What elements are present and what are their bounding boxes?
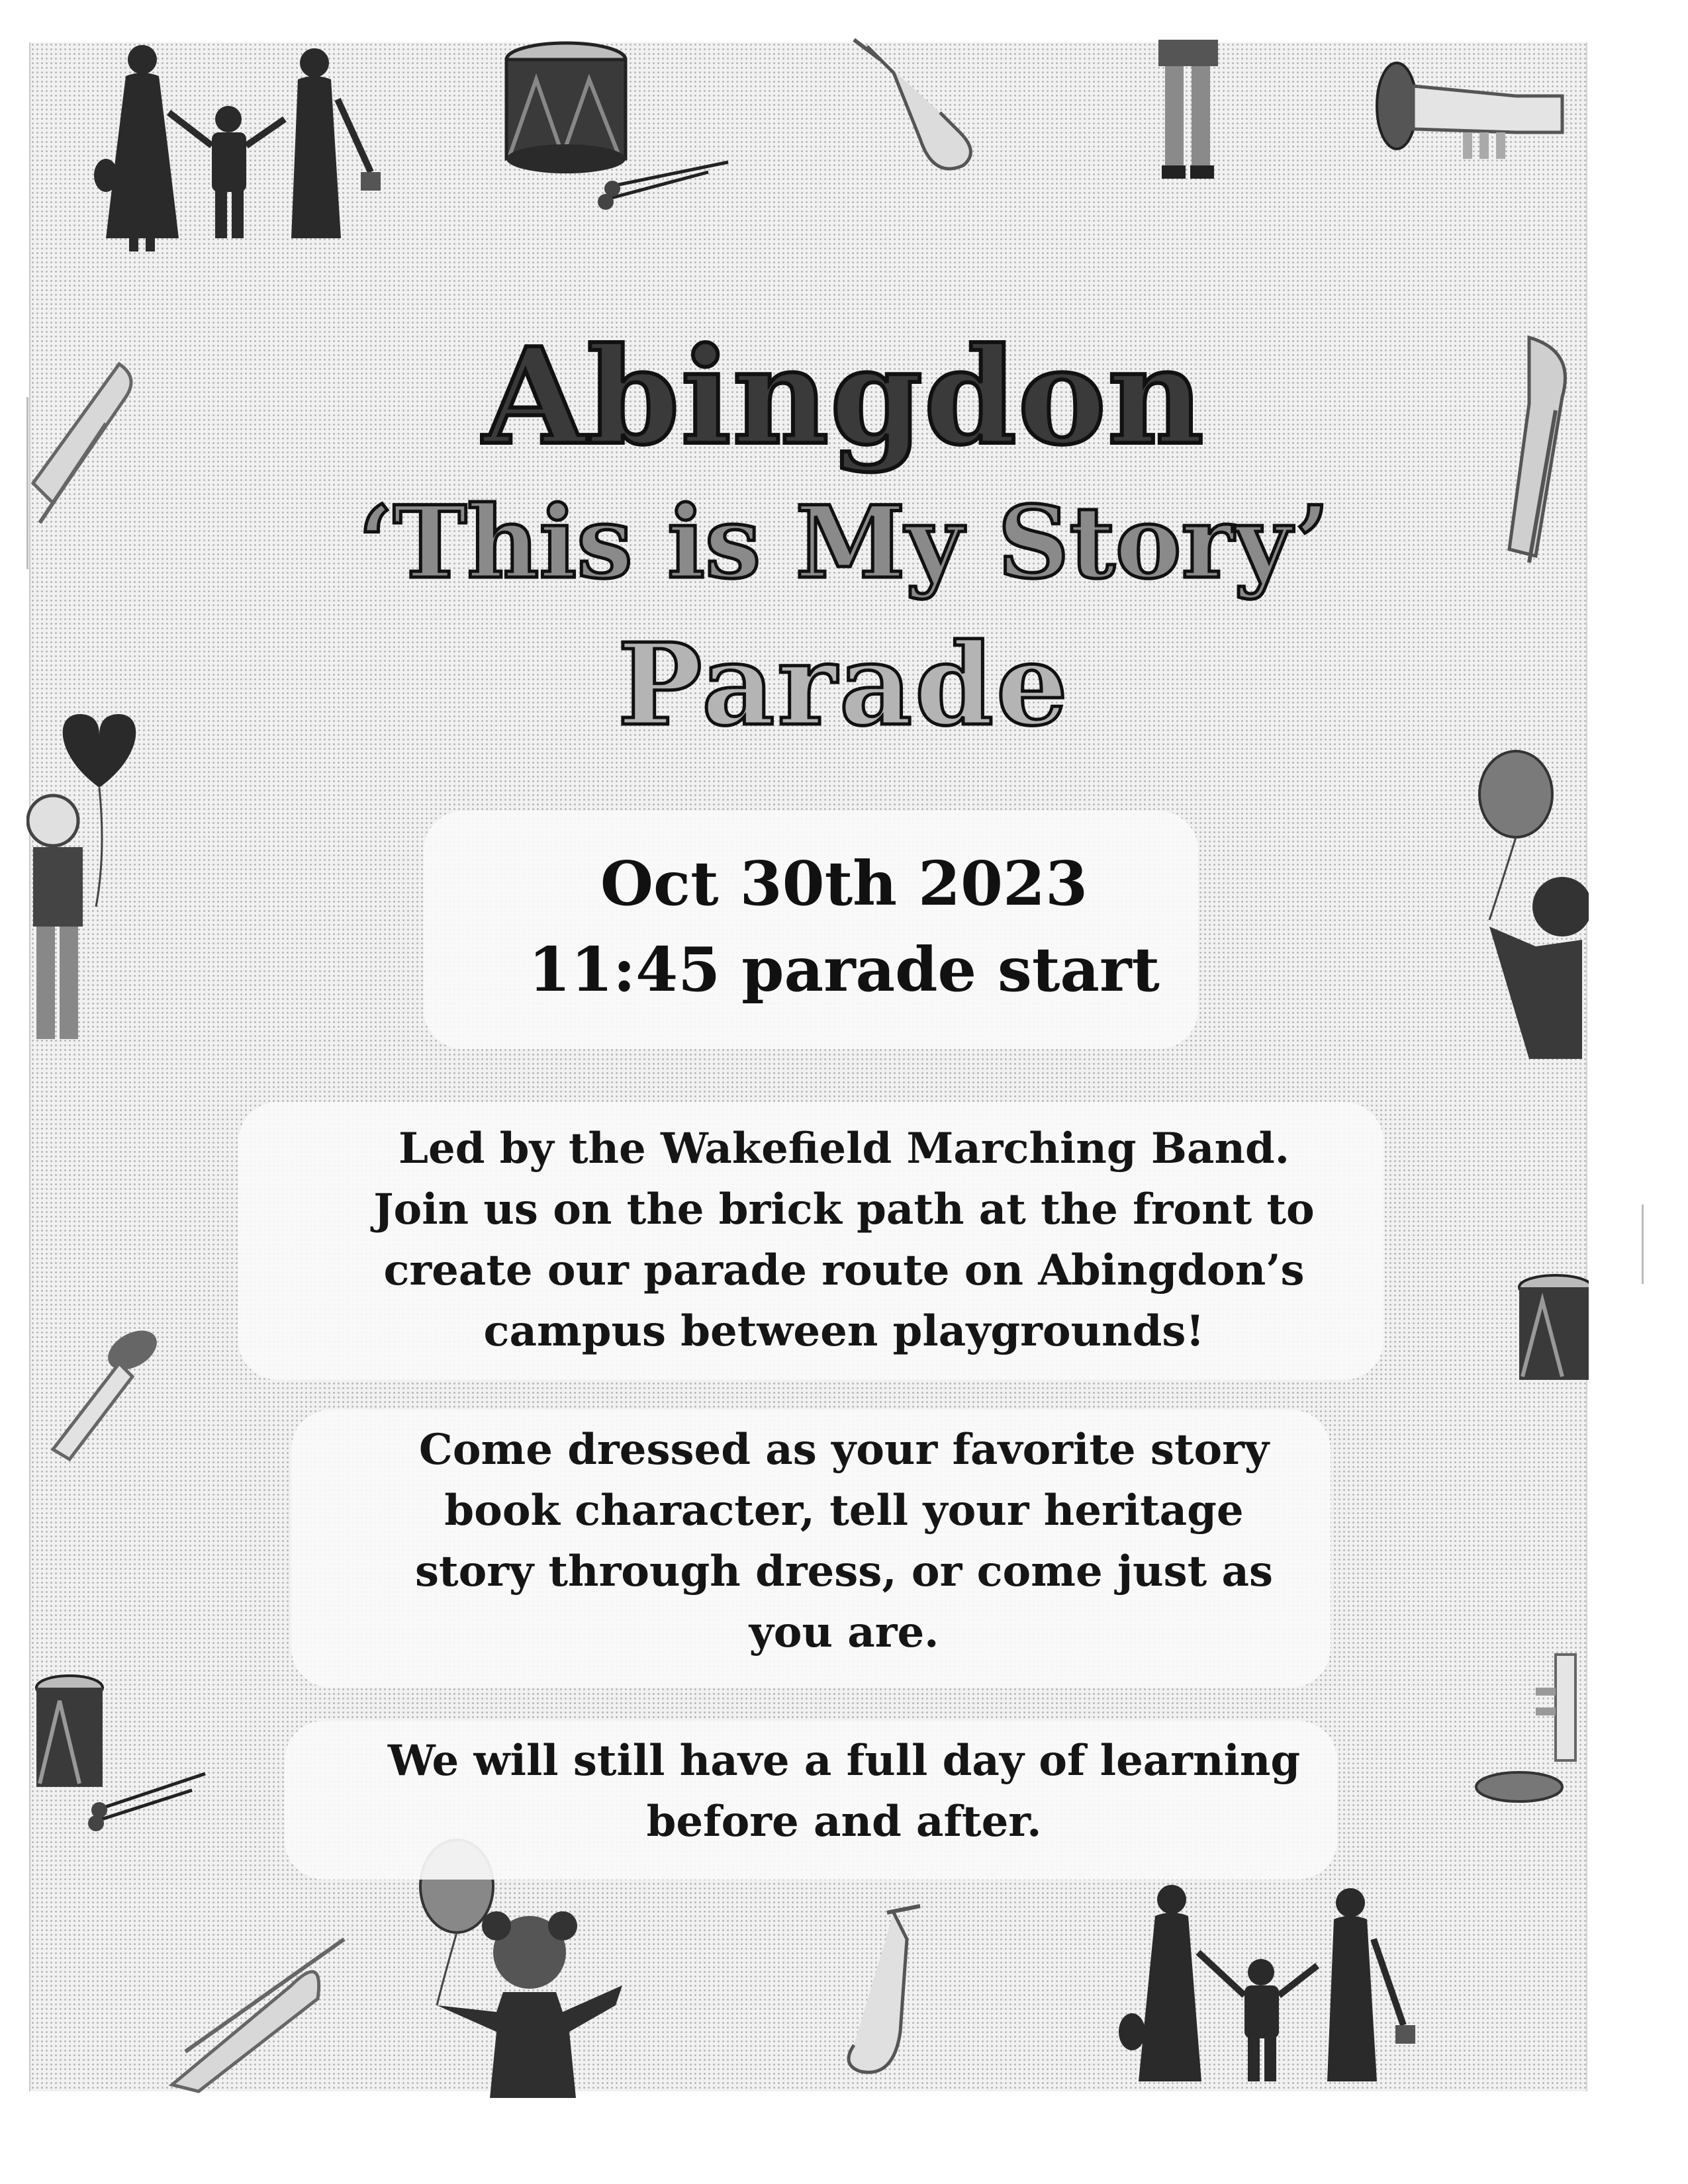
dress-line: Come dressed as your favorite story <box>418 1425 1270 1475</box>
trombone-icon <box>159 1933 357 2098</box>
date-box <box>424 811 1198 1049</box>
learning-line: We will still have a full day of learning <box>387 1736 1301 1786</box>
saxophone-icon <box>827 1899 960 2091</box>
event-date: Oct 30th 2023 <box>600 848 1088 919</box>
learning-paragraph <box>0 1731 1688 1852</box>
learning-line: before and after. <box>646 1797 1042 1846</box>
family-silhouette-icon <box>79 40 397 251</box>
drum-icon <box>503 40 741 212</box>
band-paragraph <box>0 1118 1688 1362</box>
flyer-title-parade: Parade <box>617 619 1071 751</box>
band-line: create our parade route on Abingdon’s <box>383 1246 1305 1295</box>
trumpet-icon <box>1364 53 1582 185</box>
dress-line: story through dress, or come just as <box>415 1547 1273 1596</box>
family-silhouette-icon <box>1112 1880 1430 2098</box>
flyer-title-abingdon: Abingdon <box>483 319 1205 475</box>
band-line: Join us on the brick path at the front to <box>373 1185 1315 1234</box>
band-line: Led by the Wakefield Marching Band. <box>398 1124 1290 1173</box>
dress-line: you are. <box>749 1608 939 1657</box>
flyer-title-story: ‘This is My Story’ <box>358 484 1330 601</box>
dress-line: book character, tell your heritage <box>444 1486 1244 1535</box>
dress-paragraph <box>0 1420 1688 1663</box>
band-line: campus between playgrounds! <box>483 1306 1205 1356</box>
saxophone-icon <box>841 33 986 192</box>
person-legs-icon <box>1152 40 1225 185</box>
event-time: 11:45 parade start <box>528 934 1160 1005</box>
